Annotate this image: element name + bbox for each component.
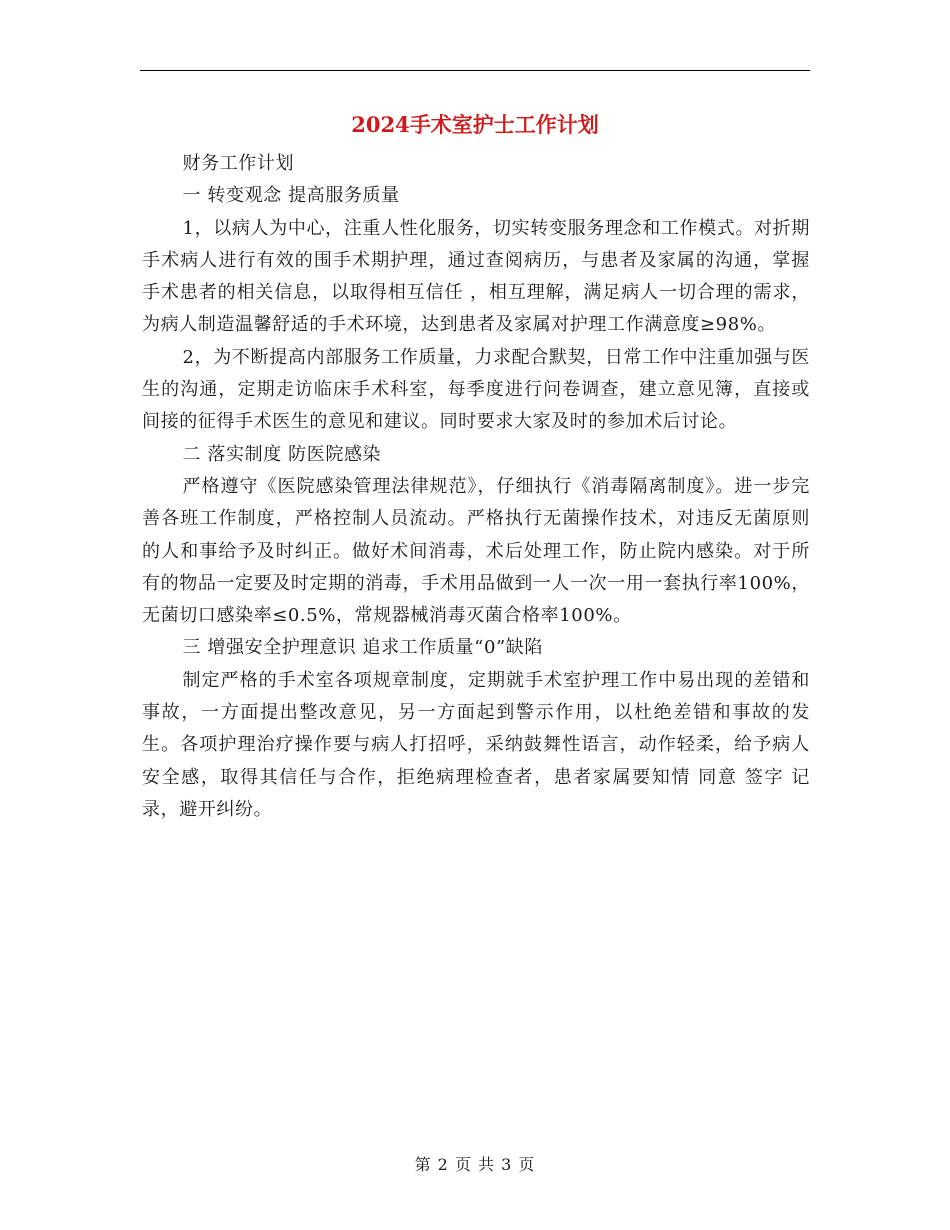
section-heading-2: 二 落实制度 防医院感染 [182, 443, 382, 465]
section-heading-1: 一 转变观念 提高服务质量 [182, 185, 400, 207]
header-rule [140, 70, 810, 71]
paragraph-3-1: 制定严格的手术室各项规章制度，定期就手术室护理工作中易出现的差错和事故，一方面提出整改意见，另一方面起到警示作用，以杜绝差错和事故的发生。各项护理治疗操作要与病人打招呼，采纳鼓舞性语言，动作轻柔，给予病人安全感，取得其信任与合作，拒绝病理检查者，患者家属要知情 同意 签字 记录，避开纠纷。 [142, 669, 810, 820]
paragraph-1-2: 2，为不断提高内部服务工作质量，力求配合默契，日常工作中注重加强与医生的沟通，定期走访临床手术科室，每季度进行问卷调查，建立意见簿，直接或间接的征得手术医生的意见和建议。同时要求大家及时的参加术后讨论。 [142, 346, 810, 433]
page-title: 2024手术室护士工作计划 [351, 112, 599, 137]
page-number-footer: 第 2 页 共 3 页 [414, 1155, 536, 1174]
section-heading-3: 三 增强安全护理意识 追求工作质量“0”缺陷 [182, 637, 543, 659]
document-body [142, 148, 810, 826]
paragraph-1-1: 1，以病人为中心，注重人性化服务，切实转变服务理念和工作模式。对折期手术病人进行有效的围手术期护理，通过查阅病历，与患者及家属的沟通，掌握手术患者的相关信息，以取得相互信任 ，相互理解，满足病人一切合理的需求，为病人制造温馨舒适的手术环境，达到患者及家属对护理工作满意度≥98%。 [142, 217, 810, 336]
paragraph-2-1: 严格遵守《医院感染管理法律规范》，仔细执行《消毒隔离制度》。进一步完善各班工作制度，严格控制人员流动。严格执行无菌操作技术，对违反无菌原则的人和事给予及时纠正。做好术间消毒，术后处理工作，防止院内感染。对于所有的物品一定要及时定期的消毒，手术用品做到一人一次一用一套执行率100%，无菌切口感染率≤0.5%，常规器械消毒灭菌合格率100%。 [142, 475, 810, 627]
paragraph-intro: 财务工作计划 [182, 153, 295, 174]
